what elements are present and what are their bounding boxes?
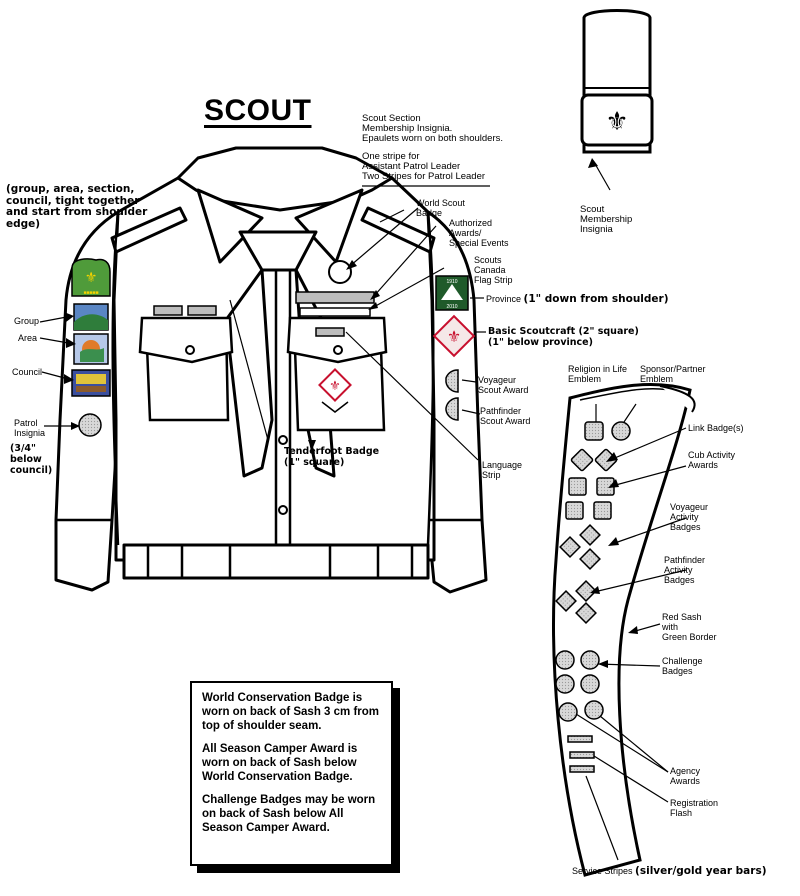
world-scout-badge xyxy=(329,261,351,283)
label-language-strip: Language Strip xyxy=(482,460,523,480)
info-challenge-badges: Challenge Badges may be worn on back of Sash below All Season Camper Award. xyxy=(202,794,376,834)
section-badge xyxy=(74,334,108,364)
label-patrol-insignia: Patrol Insignia xyxy=(14,418,46,438)
awards-strip xyxy=(296,292,374,303)
label-service-note: (silver/gold year bars) xyxy=(635,865,767,877)
flag-strip-bar xyxy=(300,308,370,316)
label-red-sash: Red Sash with Green Border xyxy=(662,612,717,642)
label-voyageur-award: Voyageur Scout Award xyxy=(478,375,529,395)
label-group-note: (group, area, section, council, tight together and start from shoulder edge) xyxy=(6,183,148,230)
flag-strip-badge xyxy=(436,276,468,310)
label-flag-strip: Scouts Canada Flag Strip xyxy=(474,255,513,285)
label-patrol-note: (3/4" below council) xyxy=(10,443,53,476)
label-cub-activity: Cub Activity Awards xyxy=(688,450,736,470)
svg-text:■■■■■: ■■■■■ xyxy=(83,290,99,296)
svg-text:⚜: ⚜ xyxy=(84,270,98,286)
label-link-badges: Link Badge(s) xyxy=(688,423,744,433)
label-world-scout-badge: World Scout Badge xyxy=(416,198,465,218)
label-stripes: One stripe for Assistant Patrol Leader Two Stripes for Patrol Leader xyxy=(362,151,486,182)
label-registration-flash: Registration Flash xyxy=(670,798,719,818)
flag-year-bottom: 2010 xyxy=(446,304,458,310)
council-badge xyxy=(72,370,110,396)
label-group: Group xyxy=(14,316,40,326)
sash-info-box xyxy=(190,681,393,866)
label-council: Council xyxy=(12,367,43,377)
patrol-leader-stripe-2 xyxy=(188,306,216,315)
label-province-note: (1" down from shoulder) xyxy=(523,293,669,305)
label-authorized-awards: Authorized Awards/ Special Events xyxy=(449,218,509,248)
flag-year-top: 1910 xyxy=(446,279,458,285)
info-all-season-camper: All Season Camper Award is worn on back of Sash below World Conservation Badge. xyxy=(202,743,358,783)
page-title: SCOUT xyxy=(204,94,312,127)
label-sponsor-emblem: Sponsor/Partner Emblem xyxy=(640,364,706,384)
epaulet xyxy=(582,11,652,153)
patrol-insignia xyxy=(79,414,101,436)
label-voyageur-activity: Voyageur Activity Badges xyxy=(670,502,709,532)
svg-text:⚜: ⚜ xyxy=(605,107,629,137)
label-province xyxy=(486,294,669,305)
label-service-stripes-name: Service Stripes xyxy=(572,866,633,876)
area-badge xyxy=(74,304,108,330)
label-religion-emblem: Religion in Life Emblem xyxy=(568,364,628,384)
label-tenderfoot: Tenderfoot Badge (1" square) xyxy=(284,446,380,468)
label-membership-insignia: Scout Membership Insignia xyxy=(580,204,633,235)
svg-text:⚜: ⚜ xyxy=(446,327,462,346)
label-province-name: Province xyxy=(486,294,522,304)
label-challenge-badges: Challenge Badges xyxy=(662,656,703,676)
label-agency-awards: Agency Awards xyxy=(670,766,701,786)
label-service-stripes xyxy=(572,866,767,877)
label-section-insignia: Scout Section Membership Insignia. Epaulets worn on both shoulders. xyxy=(362,113,504,144)
label-area: Area xyxy=(18,333,38,343)
label-pathfinder-award: Pathfinder Scout Award xyxy=(480,406,531,426)
svg-text:⚜: ⚜ xyxy=(329,379,341,394)
patrol-leader-stripe-1 xyxy=(154,306,182,315)
label-pathfinder-activity: Pathfinder Activity Badges xyxy=(664,555,706,585)
group-badge xyxy=(72,259,110,296)
label-basic-scoutcraft: Basic Scoutcraft (2" square) (1" below province) xyxy=(488,326,639,348)
info-world-conservation: World Conservation Badge is worn on back of Sash 3 cm from top of shoulder seam. xyxy=(202,692,380,732)
language-strip xyxy=(316,328,344,336)
